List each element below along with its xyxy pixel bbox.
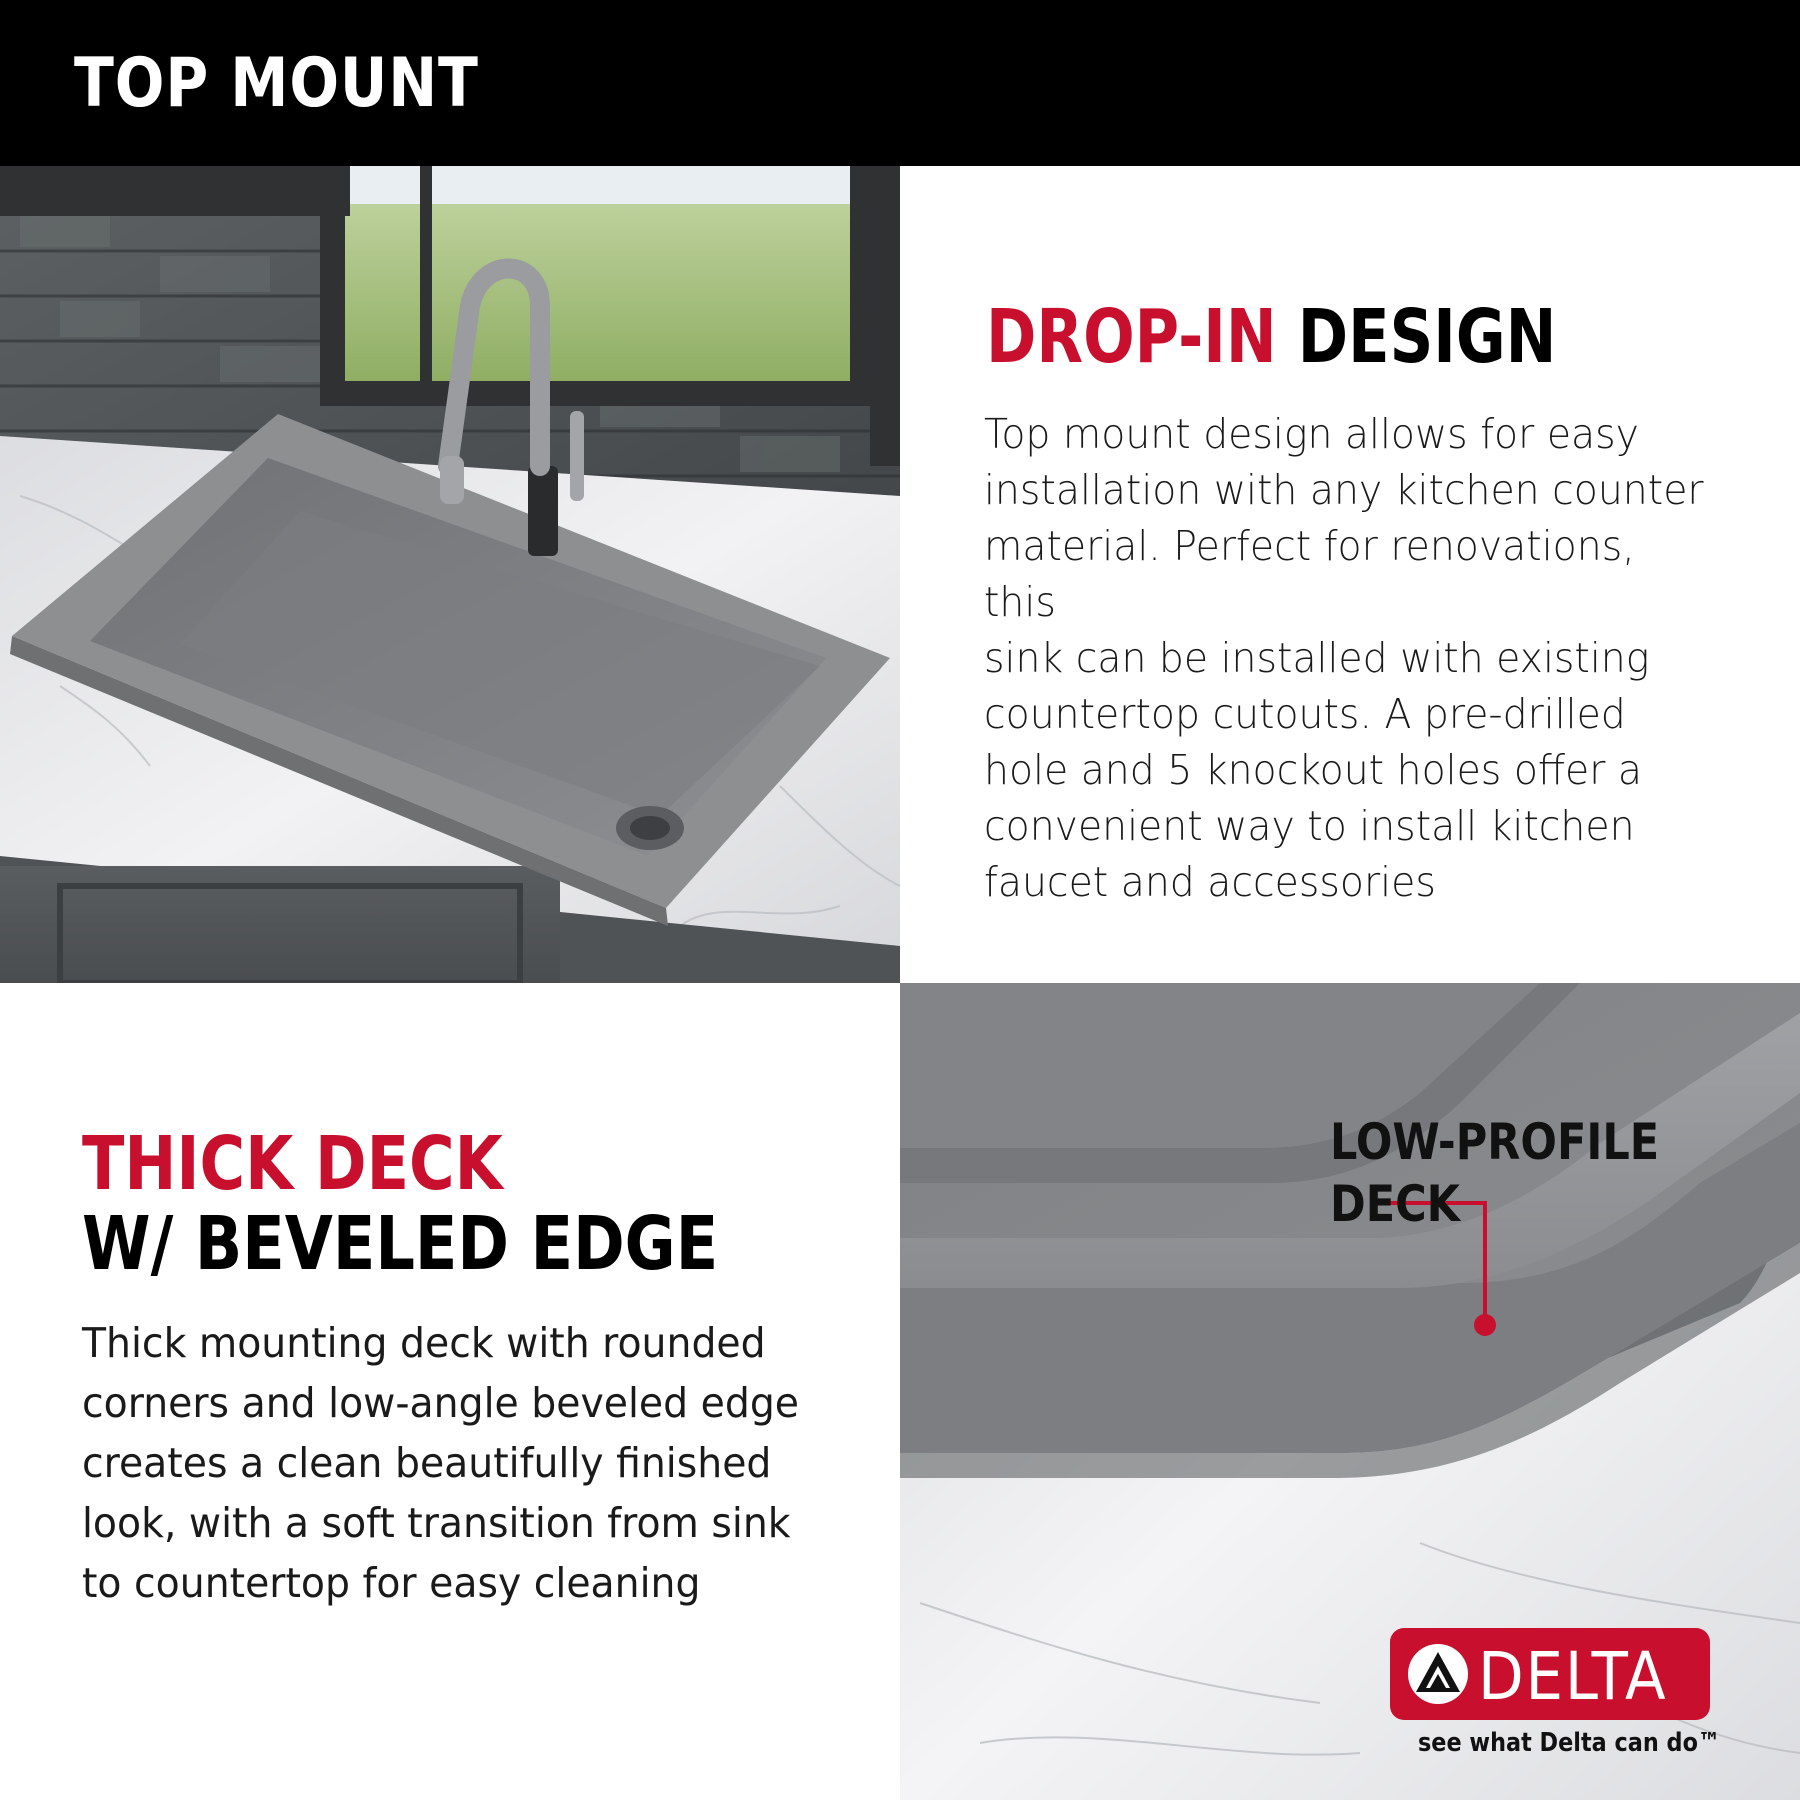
drop-in-line: installation with any kitchen counter [984, 466, 1704, 514]
kitchen-sink-photo [0, 166, 900, 983]
header-bar [0, 0, 1800, 166]
drop-in-heading-rest: DESIGN [1276, 294, 1557, 380]
thick-deck-heading: THICK DECK [82, 1121, 503, 1207]
thick-deck-line: corners and low-angle beveled edge [82, 1379, 800, 1427]
page-title: TOP MOUNT [74, 44, 479, 123]
callout-marker-dot [1474, 1314, 1496, 1336]
delta-triangle-icon [1406, 1642, 1470, 1706]
drop-in-line: hole and 5 knockout holes offer a [984, 746, 1643, 794]
drop-in-line: sink can be installed with existing [984, 634, 1650, 682]
thick-deck-line: to countertop for easy cleaning [82, 1559, 701, 1607]
callout-line: DECK [1330, 1175, 1460, 1233]
drop-in-line: faucet and accessories [984, 858, 1436, 906]
delta-wordmark: DELTA [1478, 1638, 1668, 1715]
beveled-edge-heading: W/ BEVELED EDGE [82, 1201, 719, 1287]
thick-deck-panel [0, 983, 900, 1800]
thick-deck-description [82, 1313, 812, 1613]
thick-deck-line: Thick mounting deck with rounded [82, 1319, 766, 1367]
delta-tagline: see what Delta can do™ [1418, 1728, 1721, 1758]
drop-in-line: Top mount design allows for easy [984, 410, 1639, 458]
drop-in-line: convenient way to install kitchen [984, 802, 1635, 850]
callout-line: LOW-PROFILE [1330, 1113, 1660, 1171]
drop-in-heading [986, 294, 1556, 380]
drop-in-description [984, 406, 1714, 910]
thick-deck-line: look, with a soft transition from sink [82, 1499, 791, 1547]
low-profile-deck-callout [1330, 1111, 1659, 1235]
delta-logo [1390, 1628, 1710, 1720]
drop-in-line: material. Perfect for renovations, this [984, 522, 1635, 626]
thick-deck-line: creates a clean beautifully finished [82, 1439, 772, 1487]
kitchen-sink-illustration [0, 166, 900, 983]
drop-in-heading-accent: DROP-IN [986, 294, 1277, 380]
drop-in-design-panel [900, 166, 1800, 983]
drop-in-line: countertop cutouts. A pre-drilled [984, 690, 1626, 738]
